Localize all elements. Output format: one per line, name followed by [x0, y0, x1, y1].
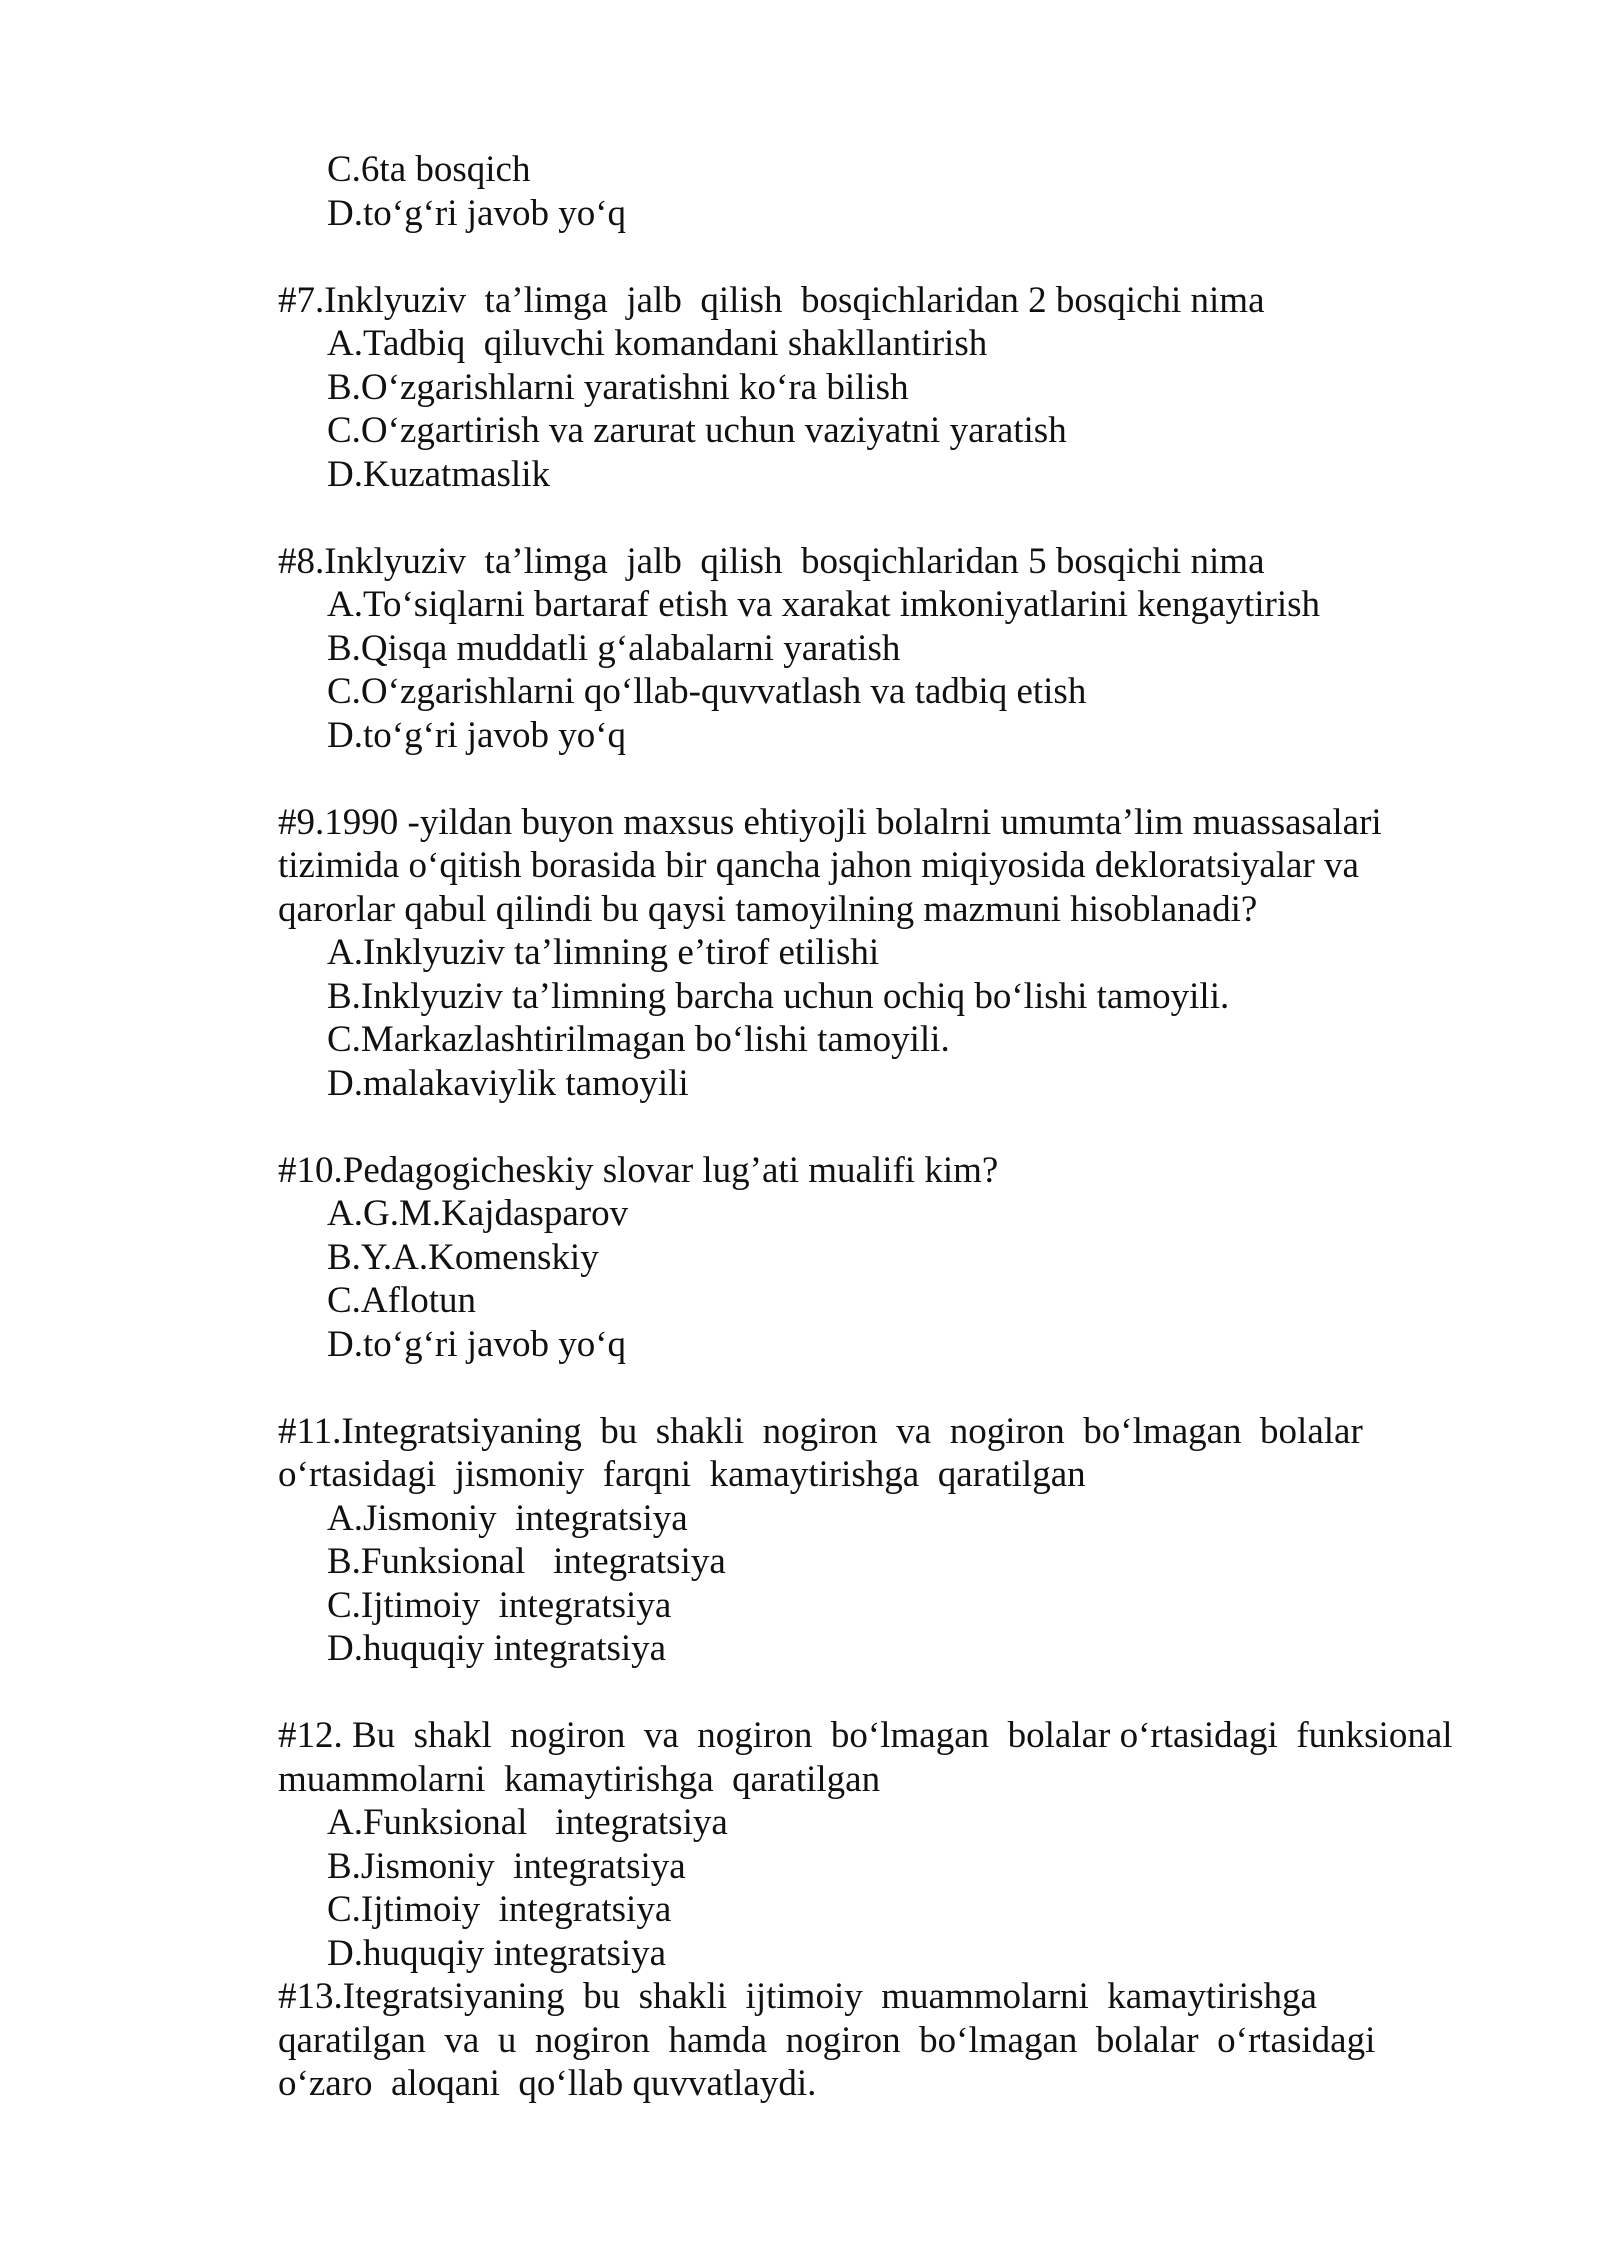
answer-option: B.Qisqa muddatli g‘alabalarni yaratish [327, 627, 901, 669]
answer-option: C.O‘zgartirish va zarurat uchun vaziyatni yaratish [327, 410, 1067, 451]
answer-option: B.Jismoniy integratsiya [327, 1845, 686, 1887]
question-text: #13.Itegratsiyaning bu shakli ijtimoiy muammolarni kamaytirishga [278, 1976, 1317, 2017]
answer-option: C.Aflotun [327, 1280, 477, 1321]
spacer [278, 496, 1478, 540]
question-block-10 [278, 1149, 1478, 1367]
answer-option: B.O‘zgarishlarni yaratishni ko‘ra bilish [327, 366, 909, 408]
answer-option: A.Funksional integratsiya [327, 1802, 728, 1843]
previous-question-options [278, 148, 1478, 235]
spacer [278, 1366, 1478, 1410]
answer-option: D.to‘g‘ri javob yo‘q [327, 1323, 627, 1365]
answer-option: C.O‘zgarishlarni qo‘llab-quvvatlash va tadbiq etish [327, 671, 1087, 712]
answer-option: D.to‘g‘ri javob yo‘q [327, 192, 627, 234]
answer-option: A.G.M.Kajdasparov [327, 1193, 629, 1234]
question-block-11 [278, 1410, 1478, 1671]
question-block-9 [278, 801, 1478, 1106]
answer-option: D.huquqiy integratsiya [327, 1932, 667, 1974]
question-text: o‘rtasidagi jismoniy farqni kamaytirishga qaratilgan [278, 1454, 1086, 1495]
answer-option: A.To‘siqlarni bartaraf etish va xarakat imkoniyatlarini kengaytirish [327, 584, 1321, 625]
question-block-13 [278, 1975, 1478, 2106]
question-block-7 [278, 279, 1478, 497]
answer-option: B.Y.A.Komenskiy [327, 1236, 599, 1278]
spacer [278, 235, 1478, 279]
question-text: tizimida o‘qitish borasida bir qancha jahon miqiyosida dekloratsiyalar va [278, 845, 1359, 886]
answer-option: B.Inklyuziv ta’limning barcha uchun ochiq bo‘lishi tamoyili. [327, 975, 1230, 1017]
question-text: o‘zaro aloqani qo‘llab quvvatlaydi. [278, 2063, 817, 2104]
answer-option: A.Tadbiq qiluvchi komandani shakllantirish [327, 323, 988, 364]
question-text: qaratilgan va u nogiron hamda nogiron bo‘lmagan bolalar o‘rtasidagi [278, 2019, 1376, 2061]
answer-option: B.Funksional integratsiya [327, 1541, 726, 1582]
spacer [278, 757, 1478, 801]
answer-option: D.malakaviylik tamoyili [327, 1062, 689, 1104]
answer-option: C.6ta bosqich [327, 149, 531, 190]
answer-option: C.Ijtimoiy integratsiya [327, 1889, 672, 1930]
answer-option: A.Inklyuziv ta’limning e’tirof etilishi [327, 932, 880, 973]
question-text: #7.Inklyuziv ta’limga jalb qilish bosqichlaridan 2 bosqichi nima [278, 279, 1265, 321]
question-text: #9.1990 -yildan buyon maxsus ehtiyojli bolalrni umumta’lim muassasalari [278, 801, 1382, 843]
question-block-12 [278, 1714, 1478, 1975]
answer-option: D.Kuzatmaslik [327, 453, 550, 495]
question-block-8 [278, 540, 1478, 758]
answer-option: D.huquqiy integratsiya [327, 1628, 667, 1669]
answer-option: C.Markazlashtirilmagan bo‘lishi tamoyili. [327, 1019, 950, 1060]
spacer [278, 1105, 1478, 1149]
spacer [278, 1671, 1478, 1715]
question-text: #10.Pedagogicheskiy slovar lug’ati mualifi kim? [278, 1149, 999, 1191]
question-text: qarorlar qabul qilindi bu qaysi tamoyilning mazmuni hisoblanadi? [278, 888, 1258, 930]
document-content [278, 148, 1478, 2106]
question-text: #11.Integratsiyaning bu shakli nogiron va nogiron bo‘lmagan bolalar [278, 1410, 1363, 1452]
answer-option: C.Ijtimoiy integratsiya [327, 1584, 672, 1626]
question-text: muammolarni kamaytirishga qaratilgan [278, 1758, 881, 1800]
answer-option: D.to‘g‘ri javob yo‘q [327, 714, 627, 756]
question-text: #8.Inklyuziv ta’limga jalb qilish bosqichlaridan 5 bosqichi nima [278, 540, 1265, 582]
answer-option: A.Jismoniy integratsiya [327, 1497, 688, 1539]
question-text: #12. Bu shakl nogiron va nogiron bo‘lmagan bolalar o‘rtasidagi funksional [278, 1715, 1453, 1756]
